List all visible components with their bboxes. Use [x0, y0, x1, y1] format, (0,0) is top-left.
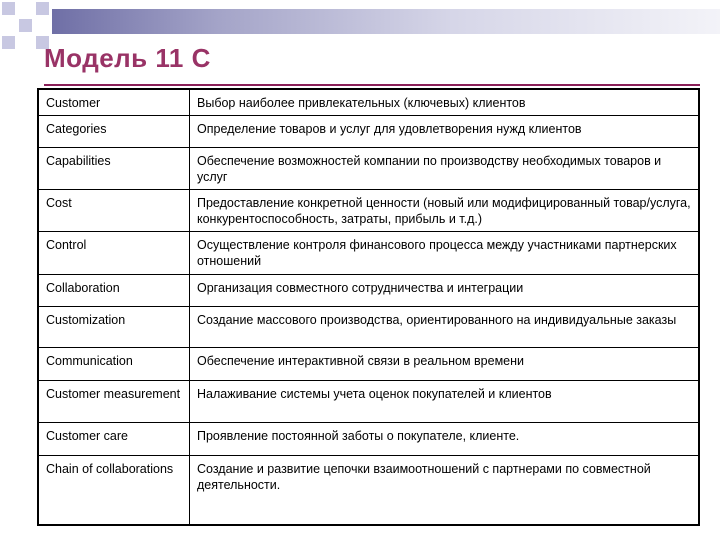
- description-cell: Осуществление контроля финансового процесса между участниками партнерских отношений: [190, 231, 700, 274]
- description-cell: Обеспечение возможностей компании по производству необходимых товаров и услуг: [190, 147, 700, 189]
- term-cell: Chain of collaborations: [38, 455, 190, 525]
- term-cell: Communication: [38, 347, 190, 380]
- table-row: [38, 189, 699, 231]
- title-underline: [44, 84, 700, 86]
- description-cell: Выбор наиболее привлекательных (ключевых) клиентов: [190, 89, 700, 115]
- description-cell: Организация совместного сотрудничества и интеграции: [190, 274, 700, 306]
- decor-square: [19, 19, 32, 32]
- table-row: [38, 115, 699, 147]
- term-cell: Cost: [38, 189, 190, 231]
- table-row: [38, 422, 699, 455]
- table-row: [38, 347, 699, 380]
- term-cell: Capabilities: [38, 147, 190, 189]
- decor-square: [2, 36, 15, 49]
- table-row: [38, 147, 699, 189]
- table-row: [38, 380, 699, 422]
- table-row: [38, 455, 699, 525]
- description-cell: Проявление постоянной заботы о покупателе, клиенте.: [190, 422, 700, 455]
- term-cell: Control: [38, 231, 190, 274]
- term-cell: Categories: [38, 115, 190, 147]
- description-cell: Обеспечение интерактивной связи в реальном времени: [190, 347, 700, 380]
- term-cell: Customer measurement: [38, 380, 190, 422]
- description-cell: Налаживание системы учета оценок покупателей и клиентов: [190, 380, 700, 422]
- description-cell: Создание и развитие цепочки взаимоотношений с партнерами по совместной деятельности.: [190, 455, 700, 525]
- term-cell: Customization: [38, 306, 190, 347]
- table-row: [38, 89, 699, 115]
- model-table: [37, 88, 700, 526]
- table-row: [38, 274, 699, 306]
- description-cell: Предоставление конкретной ценности (новый или модифицированный товар/услуга, конкурентоспособность, затраты, прибыль и т.д.): [190, 189, 700, 231]
- description-cell: Определение товаров и услуг для удовлетворения нужд клиентов: [190, 115, 700, 147]
- table-row: [38, 231, 699, 274]
- page-title: Модель 11 С: [44, 43, 211, 73]
- header-band: [52, 9, 720, 34]
- decor-square: [2, 2, 15, 15]
- term-cell: Collaboration: [38, 274, 190, 306]
- decor-square: [36, 2, 49, 15]
- table-row: [38, 306, 699, 347]
- description-cell: Создание массового производства, ориентированного на индивидуальные заказы: [190, 306, 700, 347]
- term-cell: Customer: [38, 89, 190, 115]
- term-cell: Customer care: [38, 422, 190, 455]
